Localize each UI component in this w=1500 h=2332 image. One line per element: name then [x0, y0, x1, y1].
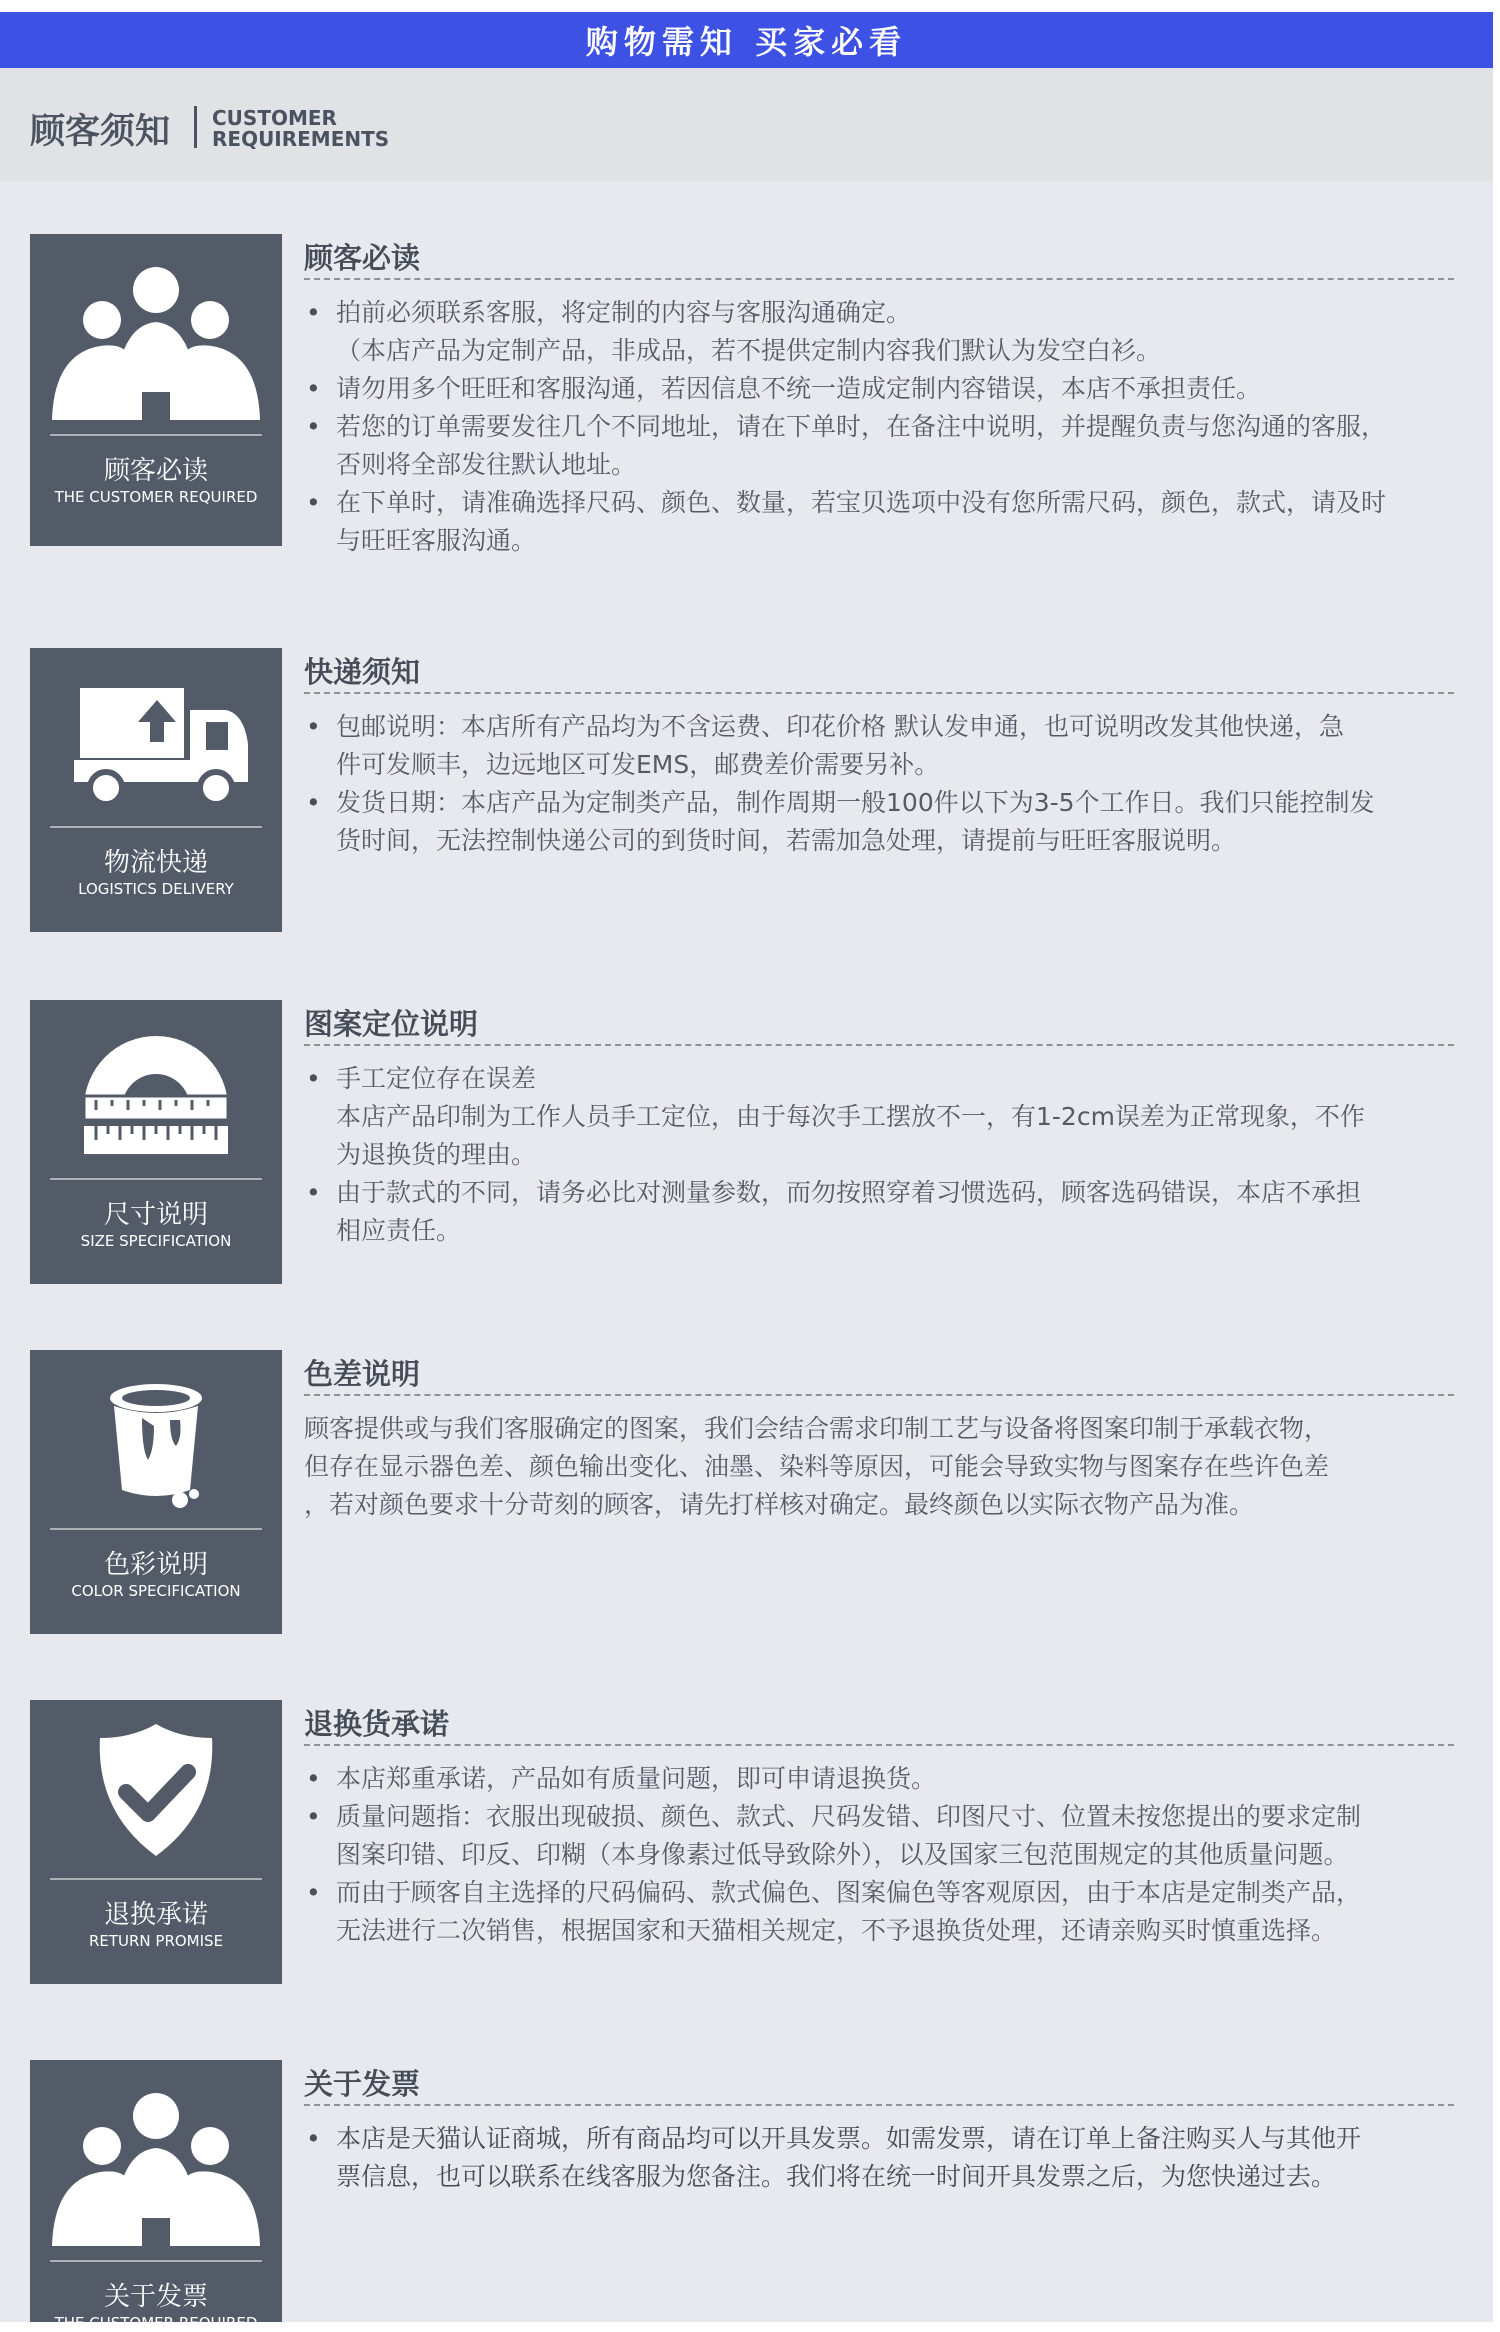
icon-label-en: THE CUSTOMER REQUIRED: [54, 2314, 258, 2332]
text-line: • 本店郑重承诺，产品如有质量问题，即可申请退换货。: [336, 1764, 937, 1793]
title-divider: [194, 106, 197, 148]
notice-content: [0, 68, 1493, 2332]
icon-label-en: RETURN PROMISE: [88, 1932, 224, 1950]
text-line: • 拍前必须联系客服，将定制的内容与客服沟通确定。: [336, 298, 912, 327]
dashed-divider: [304, 278, 1454, 280]
dashed-divider: [304, 2104, 1454, 2106]
text-line: • 在下单时，请准确选择尺码、颜色、数量，若宝贝选项中没有您所需尺码，颜色，款式，请及时: [336, 488, 1387, 517]
list-item: [304, 370, 1454, 408]
icon-divider: [50, 434, 262, 436]
icon-label: 尺寸说明: [103, 1200, 208, 1230]
text-line: 无法进行二次销售，根据国家和天猫相关规定，不予退换货处理，还请亲购买时慎重选择。: [336, 1916, 1337, 1945]
text-line: • 包邮说明：本店所有产品均为不含运费、印花价格 默认发申通，也可说明改发其他快递，急: [336, 712, 1344, 741]
icon-divider: [50, 1178, 262, 1180]
protractor-ruler-icon: [30, 1000, 282, 1192]
icon-divider: [50, 826, 262, 828]
icon-label: 退换承诺: [103, 1900, 208, 1930]
people-group-icon: [30, 2060, 282, 2252]
paint-bucket-icon: [30, 1350, 282, 1542]
page-subtitle: [212, 108, 389, 150]
text-line: • 手工定位存在误差: [336, 1064, 537, 1093]
list-item: [304, 1174, 1454, 1250]
section-title: 快递须知: [304, 655, 421, 689]
section-body: [304, 2120, 1454, 2196]
icon-card: [30, 2060, 282, 2332]
text-line: ，若对颜色要求十分苛刻的顾客，请先打样核对确定。最终颜色以实际衣物产品为准。: [304, 1490, 1255, 1519]
icon-label-en: COLOR SPECIFICATION: [71, 1582, 241, 1600]
section-title: 色差说明: [304, 1357, 421, 1391]
icon-card: [30, 1000, 282, 1284]
list-item: [304, 1874, 1454, 1950]
delivery-truck-icon: [30, 648, 282, 840]
section-title: 退换货承诺: [304, 1707, 450, 1741]
section-title: 关于发票: [304, 2067, 421, 2101]
section-body: [304, 1760, 1454, 1950]
list-item: [304, 294, 1454, 370]
list-item: [304, 484, 1454, 560]
text-line: 与旺旺客服沟通。: [336, 526, 537, 555]
text-line: • 质量问题指：衣服出现破损、颜色、款式、尺码发错、印图尺寸、位置未按您提出的要求定制: [336, 1802, 1362, 1831]
dashed-divider: [304, 1394, 1454, 1396]
text-line: • 而由于顾客自主选择的尺码偏码、款式偏色、图案偏色等客观原因，由于本店是定制类产品，: [336, 1878, 1362, 1907]
list-item: [304, 708, 1454, 784]
text-line: • 请勿用多个旺旺和客服沟通，若因信息不统一造成定制内容错误，本店不承担责任。: [336, 374, 1262, 403]
icon-divider: [50, 2260, 262, 2262]
list-item: [304, 1798, 1454, 1874]
text-line: 本店产品印制为工作人员手工定位，由于每次手工摆放不一，有1-2cm误差为正常现象，不作: [336, 1102, 1365, 1131]
icon-card: [30, 1700, 282, 1984]
page-header: [0, 68, 1493, 181]
section-body: [304, 1060, 1454, 1250]
subtitle-line-2: REQUIREMENTS: [212, 127, 390, 151]
text-line: 顾客提供或与我们客服确定的图案，我们会结合需求印制工艺与设备将图案印制于承载衣物，: [304, 1414, 1330, 1443]
text-line: • 发货日期：本店产品为定制类产品，制作周期一般100件以下为3-5个工作日。我们只能控制发: [336, 788, 1375, 817]
text-line: 票信息，也可以联系在线客服为您备注。我们将在统一时间开具发票之后，为您快递过去。: [336, 2162, 1337, 2191]
icon-label: 顾客必读: [103, 456, 208, 486]
text-line: （本店产品为定制产品，非成品，若不提供定制内容我们默认为发空白衫。: [336, 336, 1162, 365]
list-item: [304, 784, 1454, 860]
list-item: [304, 1760, 1454, 1798]
text-line: 否则将全部发往默认地址。: [336, 450, 637, 479]
section-title: 图案定位说明: [304, 1007, 479, 1041]
icon-card: [30, 234, 282, 546]
text-line: 货时间，无法控制快递公司的到货时间，若需加急处理，请提前与旺旺客服说明。: [336, 826, 1237, 855]
list-item: [304, 1060, 1454, 1174]
banner-title: 购物需知 买家必看: [585, 23, 908, 61]
text-line: 为退换货的理由。: [336, 1140, 537, 1169]
icon-label-en: THE CUSTOMER REQUIRED: [54, 488, 258, 506]
icon-label-en: LOGISTICS DELIVERY: [78, 880, 234, 898]
icon-label-en: SIZE SPECIFICATION: [80, 1232, 232, 1250]
section-body: [304, 294, 1454, 560]
section-title: 顾客必读: [304, 241, 421, 275]
dashed-divider: [304, 1744, 1454, 1746]
section-body: [304, 708, 1454, 860]
page-title: 顾客须知: [30, 112, 171, 152]
shield-check-icon: [30, 1700, 282, 1892]
icon-divider: [50, 1878, 262, 1880]
text-line: 但存在显示器色差、颜色输出变化、油墨、染料等原因，可能会导致实物与图案存在些许色差: [304, 1452, 1330, 1481]
people-group-icon: [30, 234, 282, 426]
text-line: 图案印错、印反、印糊（本身像素过低导致除外），以及国家三包范围规定的其他质量问题。: [336, 1840, 1349, 1869]
icon-label: 关于发票: [103, 2282, 208, 2312]
section-body: [304, 1410, 1454, 1524]
dashed-divider: [304, 1044, 1454, 1046]
banner: [0, 12, 1493, 68]
text-line: • 若您的订单需要发往几个不同地址，请在下单时，在备注中说明，并提醒负责与您沟通的客服，: [336, 412, 1387, 441]
icon-card: [30, 1350, 282, 1634]
text-line: • 本店是天猫认证商城，所有商品均可以开具发票。如需发票，请在订单上备注购买人与其他开: [336, 2124, 1362, 2153]
paragraph: [304, 1410, 1454, 1524]
icon-label: 色彩说明: [103, 1550, 208, 1580]
text-line: • 由于款式的不同，请务必比对测量参数，而勿按照穿着习惯选码，顾客选码错误，本店不承担: [336, 1178, 1362, 1207]
text-line: 相应责任。: [336, 1216, 462, 1245]
dashed-divider: [304, 692, 1454, 694]
icon-card: [30, 648, 282, 932]
subtitle-line-1: CUSTOMER: [212, 106, 337, 130]
icon-divider: [50, 1528, 262, 1530]
list-item: [304, 408, 1454, 484]
list-item: [304, 2120, 1454, 2196]
text-line: 件可发顺丰，边远地区可发EMS，邮费差价需要另补。: [336, 750, 940, 779]
icon-label: 物流快递: [103, 848, 208, 878]
